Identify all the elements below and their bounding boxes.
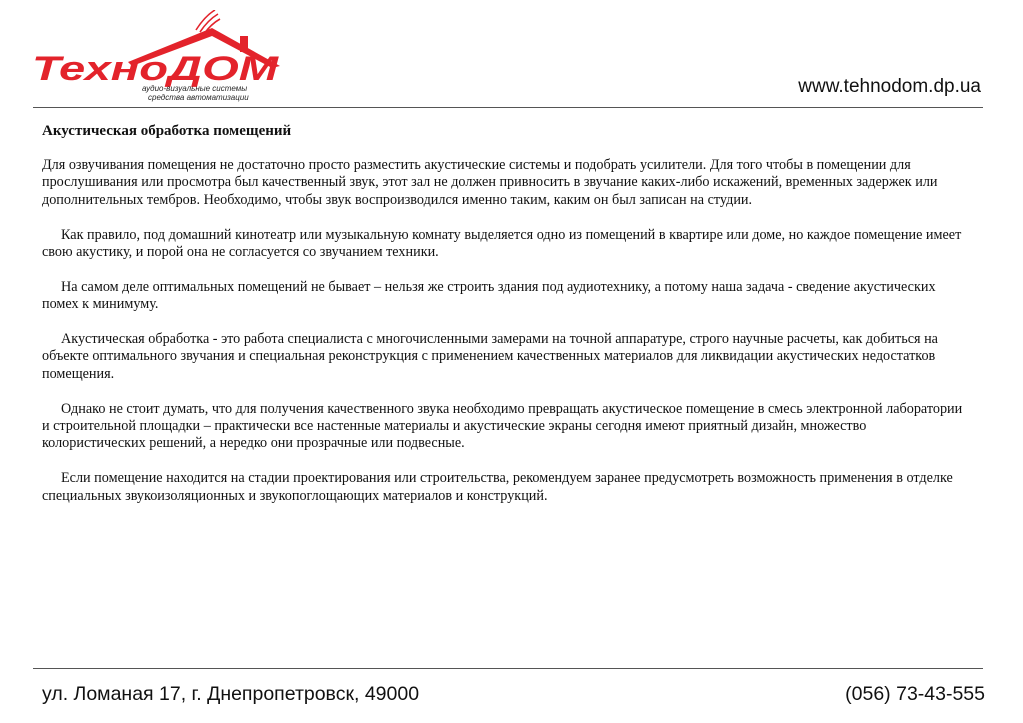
article-paragraph: Однако не стоит думать, что для получения качественного звука необходимо превращать акустическое помещение в смесь электронной лаборатории и строительной площадки – практически все настенные материалы и акустические экраны сегодня имеют приятный дизайн, множество колористических решений, а нередко они прозрачные или подвесные.	[42, 400, 963, 452]
article-paragraph: Акустическая обработка - это работа специалиста с многочисленными замерами на точной аппаратуре, строго научные расчеты, как добиться на объекте оптимального звучания и специальная реконструкция с применением качественных материалов для ликвидации акустических недостатков помещения.	[42, 331, 938, 382]
article-paragraph: Для озвучивания помещения не достаточно просто разместить акустические системы и подобрать усилители. Для того чтобы в помещении для прослушивания или просмотра был качественный звук, этот зал не должен привносить в звучание каких-либо искажений, временных задержек или дополнительных тембров. Необходимо, чтобы звук воспроизводился именно таким, каким он был записан на студии.	[42, 157, 938, 208]
company-logo	[28, 10, 288, 102]
article-paragraph: Если помещение находится на стадии проектирования или строительства, рекомендуем заранее предусмотреть возможность применения в отделке специальных звукоизоляционных и звукопоглощающих материалов и конструкций.	[42, 470, 953, 504]
article-title: Акустическая обработка помещений	[42, 123, 292, 139]
article-paragraph: На самом деле оптимальных помещений не бывает – нельзя же строить здания под аудиотехнику, а потому наша задача - сведение акустических помех к минимуму.	[42, 278, 936, 313]
article	[42, 122, 972, 522]
header-divider	[33, 107, 983, 108]
website-link[interactable]: www.tehnodom.dp.ua	[798, 76, 981, 97]
footer-phone: (056) 73-43-555	[845, 683, 985, 705]
footer-divider	[33, 668, 983, 669]
footer-address: ул. Ломаная 17, г. Днепропетровск, 49000	[42, 683, 420, 705]
logo-tagline-1: аудио-визуальные системы	[142, 84, 248, 93]
logo-brand-text: ТехноДОМ	[32, 50, 279, 88]
article-paragraph: Как правило, под домашний кинотеатр или музыкальную комнату выделяется одно из помещений в квартире или доме, но каждое помещение имеет свою акустику, и порой она не согласуется со звучанием техники.	[42, 226, 962, 261]
logo-tagline-2: средства автоматизации	[148, 93, 249, 102]
